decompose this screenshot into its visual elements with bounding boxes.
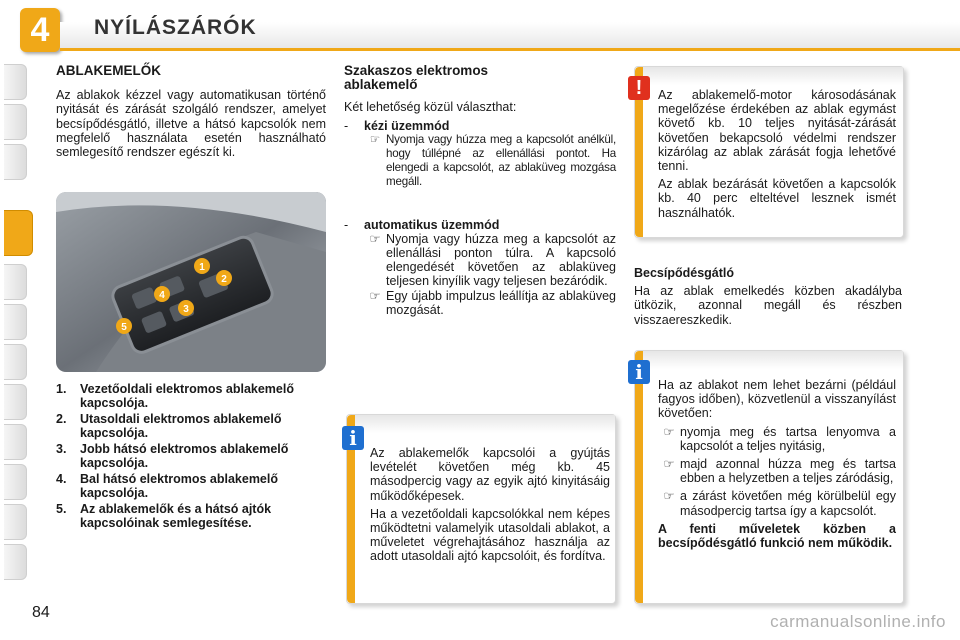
side-tab — [4, 144, 27, 180]
info-icon: i — [342, 426, 364, 450]
page-number: 84 — [32, 604, 50, 621]
side-tab — [4, 544, 27, 580]
info-box-text — [370, 446, 610, 564]
auto-mode-title: automatikus üzemmód — [364, 217, 500, 232]
intro-paragraph: Az ablakok kézzel vagy automatikusan történő nyitását és zárását szolgáló rendszer, amelyet becsípődésgátló, illetve a hátsó kapcsolók nem megfelelő használata esetén használható semlegesítő rendszer egészít ki. — [56, 88, 326, 160]
hand-pointer-icon: ☞ — [369, 132, 381, 146]
info-paragraph: Ha a vezetőoldali kapcsolókkal nem képes működtetni valamelyik utasoldali ablakot, a műveletet végrehajtásához használja az adott utasoldali ajtó kapcsolóit, és fordítva. — [370, 506, 610, 564]
legend-text: Vezetőoldali elektromos ablakemelő kapcsolója. — [80, 382, 294, 410]
manual-mode-text: Nyomja vagy húzza meg a kapcsolót anélkül, hogy túllépné az ellenállási pontot. Ha elengedi a kapcsolót, az ablaküveg mozgása megáll. — [386, 132, 616, 189]
manual-mode — [344, 119, 616, 133]
side-tab — [4, 384, 27, 420]
side-tab-active — [4, 210, 33, 256]
legend-number: 2. — [56, 412, 67, 426]
hand-pointer-icon: ☞ — [369, 231, 381, 246]
warning-paragraph: Az ablakemelő-motor károsodásának megelőzése érdekében az ablak egymást követő kb. 10 teljes nyitását-zárását követően bekapcsoló védelmi rendszer kizárólag az ablak zárását fogja lehetővé tenni. — [658, 88, 896, 174]
info-bold-note: A fenti műveletek közben a becsípődésgátló funkció nem működik. — [658, 521, 896, 551]
side-tab — [4, 104, 27, 140]
legend-item — [56, 382, 326, 410]
info-bullet-text: nyomja meg és tartsa lenyomva a kapcsolót a teljes nyitásig, — [680, 424, 896, 453]
box-header-shade — [643, 67, 903, 85]
legend-text: Utasoldali elektromos ablakemelő kapcsolója. — [80, 412, 282, 440]
info-intro: Ha az ablakot nem lehet bezárni (például fagyos időben), közvetlenül a visszanyílást követően: — [658, 378, 896, 421]
section-heading: Szakaszos elektromos ablakemelő — [344, 63, 489, 93]
hand-pointer-icon: ☞ — [663, 424, 675, 439]
box-accent-bar — [635, 351, 643, 603]
manual-mode-title: kézi üzemmód — [364, 118, 450, 133]
info-bullet-text: majd azonnal húzza meg és tartsa ebben a helyzetben a teljes záródásig, — [680, 457, 896, 486]
side-tab — [4, 504, 27, 540]
legend-number: 4. — [56, 472, 67, 486]
anti-pinch-section — [634, 266, 902, 327]
legend-item — [56, 472, 326, 500]
column-1 — [56, 64, 326, 159]
auto-mode-item — [364, 289, 616, 317]
callout-5-label: 5 — [121, 322, 127, 333]
info-paragraph: Az ablakemelők kapcsolói a gyújtás levételét követően még kb. 45 másodpercig vagy az egyik ajtó kinyitásáig működőképesek. — [370, 446, 610, 503]
anti-pinch-heading: Becsípődésgátló — [634, 266, 735, 280]
door-panel-illustration — [56, 192, 326, 372]
legend-item — [56, 442, 326, 470]
hand-pointer-icon: ☞ — [663, 457, 675, 472]
info-bullet — [658, 457, 896, 485]
auto-mode — [344, 218, 616, 232]
side-tab — [4, 464, 27, 500]
legend-text: Bal hátsó elektromos ablakemelő kapcsolója. — [80, 472, 278, 500]
dash-marker: - — [344, 118, 349, 133]
legend-number: 1. — [56, 382, 67, 396]
section-heading: ABLAKEMELŐK — [56, 63, 161, 78]
legend-item — [56, 412, 326, 440]
legend-number: 3. — [56, 442, 67, 456]
warning-box-text — [658, 88, 896, 220]
box-header-shade — [643, 351, 903, 369]
side-tab — [4, 424, 27, 460]
chapter-number: 4 — [20, 8, 60, 52]
window-switch-photo — [56, 192, 326, 372]
column-2 — [344, 64, 616, 317]
legend-text: Az ablakemelők és a hátsó ajtók kapcsolóinak semlegesítése. — [80, 502, 272, 530]
info-bullet-text: a zárást követően még körülbelül egy másodpercig tartsa így a kapcsolót. — [680, 489, 896, 518]
warning-icon: ! — [628, 76, 650, 100]
auto-mode-text: Nyomja vagy húzza meg a kapcsolót az ellenállási ponton túlra. A kapcsoló elengedését követően az ablaküveg teljesen kinyílik vagy teljesen bezáródik. — [386, 231, 616, 289]
hand-pointer-icon: ☞ — [663, 489, 675, 504]
warning-paragraph: Az ablak bezárását követően a kapcsolók kb. 40 perc elteltével lesznek ismét használhatók. — [658, 177, 896, 220]
side-tab — [4, 64, 27, 100]
side-tab — [4, 264, 27, 300]
callout-1-label: 1 — [199, 262, 205, 273]
info-icon: i — [628, 360, 650, 384]
legend-text: Jobb hátsó elektromos ablakemelő kapcsolója. — [80, 442, 289, 470]
manual-mode-item — [364, 133, 616, 190]
side-tab — [4, 344, 27, 380]
side-tab — [4, 304, 27, 340]
callout-2-label: 2 — [221, 274, 227, 285]
legend-number: 5. — [56, 502, 67, 516]
auto-mode-text: Egy újabb impulzus leállítja az ablaküveg mozgását. — [386, 288, 616, 317]
legend-item — [56, 502, 326, 530]
hand-pointer-icon: ☞ — [369, 288, 381, 303]
callout-4-label: 4 — [159, 290, 165, 301]
box-header-shade — [355, 415, 615, 433]
dash-marker: - — [344, 217, 349, 232]
auto-mode-item — [364, 232, 616, 289]
watermark: carmanualsonline.info — [770, 612, 946, 631]
page-title: NYÍLÁSZÁRÓK — [94, 16, 257, 39]
callout-3-label: 3 — [183, 304, 189, 315]
intro-paragraph: Két lehetőség közül választhat: — [344, 100, 517, 115]
anti-pinch-text: Ha az ablak emelkedés közben akadályba ütközik, azonnal megáll és részben visszaereszkedik. — [634, 284, 902, 327]
info-bullet — [658, 489, 896, 517]
side-tab-strip — [0, 60, 30, 580]
info-bullet — [658, 425, 896, 453]
photo-legend — [56, 382, 326, 532]
info-box-text — [658, 378, 896, 550]
